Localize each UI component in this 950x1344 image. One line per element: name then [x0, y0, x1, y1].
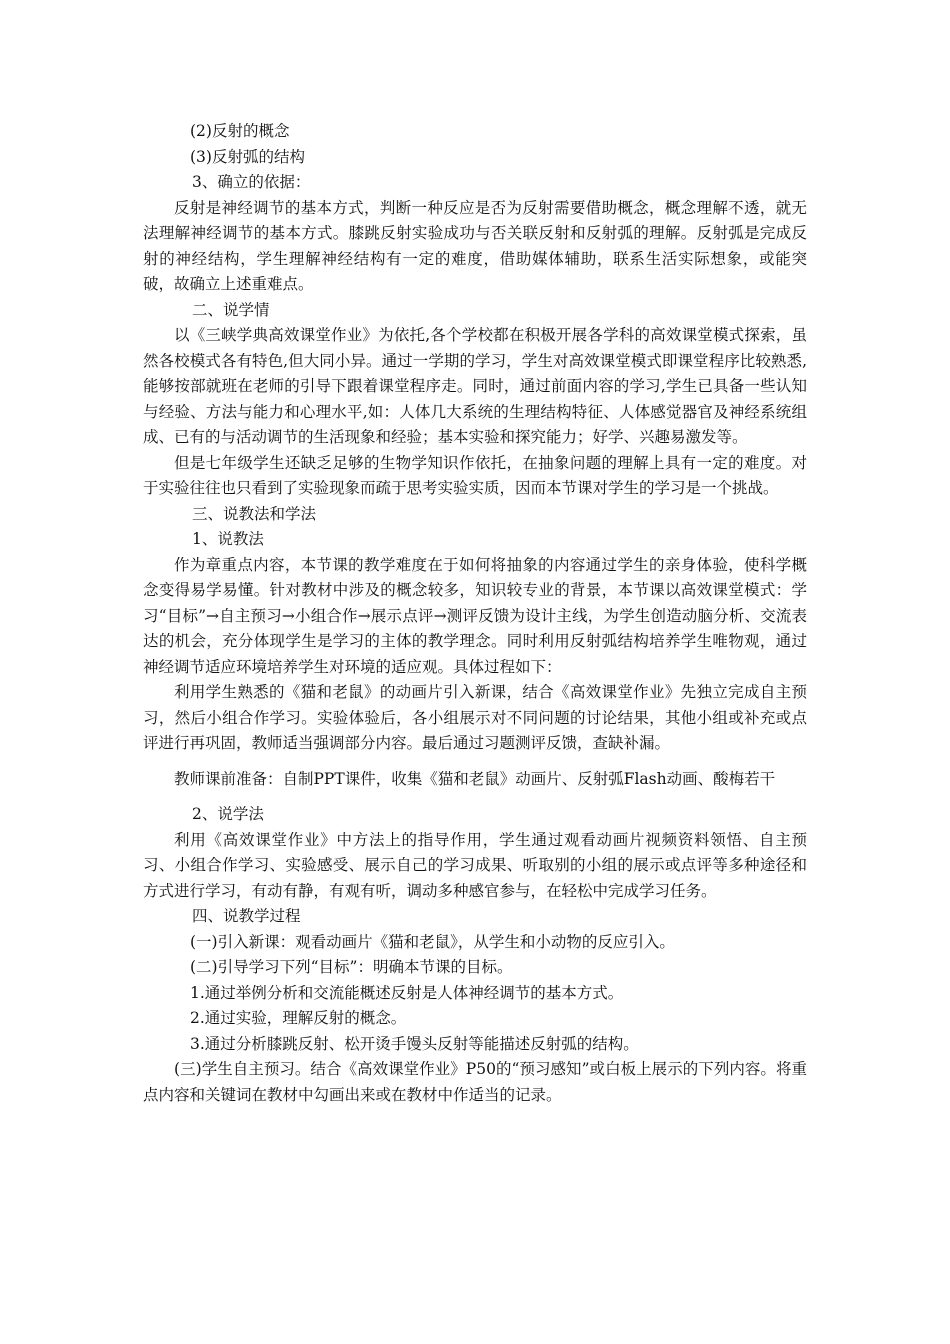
goal-item-2: 2.通过实验，理解反射的概念。	[190, 1009, 407, 1027]
process-step-preview: (三)学生自主预习。结合《高效课堂作业》P50的“预习感知”或白板上展示的下列内容。将重点内容和关键词在教材中勾画出来或在教材中作适当的记录。	[143, 1060, 807, 1104]
section-heading-methods: 三、说教法和学法	[192, 504, 317, 523]
paragraph-teaching-method: 作为章重点内容，本节课的教学难度在于如何将抽象的内容通过学生的亲身体验，使科学概念变得易学易懂。针对教材中涉及的概念较多，知识较专业的背景，本节课以高效课堂模式：学习“目标”→自主预习→小组合作→展示点评→测评反馈为设计主线，为学生创造动脑分析、交流表达的机会，充分体现学生是学习的主体的教学理念。同时利用反射弧结构培养学生唯物观，通过神经调节适应环境培养学生对环境的适应观。具体过程如下：	[143, 555, 807, 676]
goal-item-1: 1.通过举例分析和交流能概述反射是人体神经调节的基本方式。	[190, 983, 624, 1002]
paragraph-students-2: 但是七年级学生还缺乏足够的生物学知识作依托，在抽象问题的理解上具有一定的难度。对于实验往往也只看到了实验现象而疏于思考实验实质，因而本节课对学生的学习是一个挑战。	[143, 453, 807, 497]
subheading-teaching-method: 1、说教法	[192, 530, 264, 548]
process-step-goals: (二)引导学习下列“目标”：明确本节课的目标。	[190, 958, 513, 976]
paragraph-learning-method: 利用《高效课堂作业》中方法上的指导作用，学生通过观看动画片视频资料领悟、自主预习、小组合作学习、实验感受、展示自己的学习成果、听取别的小组的展示或点评等多种途径和方式进行学习，有动有静，有观有听，调动多种感官参与，在轻松中完成学习任务。	[143, 830, 807, 900]
paragraph-teaching-process: 利用学生熟悉的《猫和老鼠》的动画片引入新课，结合《高效课堂作业》先独立完成自主预习，然后小组合作学习。实验体验后，各小组展示对不同问题的讨论结果，其他小组或补充或点评进行再巩固，教师适当强调部分内容。最后通过习题测评反馈，查缺补漏。	[143, 683, 807, 752]
paragraph-basis: 反射是神经调节的基本方式，判断一种反应是否为反射需要借助概念，概念理解不透，就无法理解神经调节的基本方式。膝跳反射实验成功与否关联反射和反射弧的理解。反射弧是完成反射的神经结构，学生理解神经结构有一定的难度，借助媒体辅助，联系生活实际想象，或能突破，故确立上述重难点。	[143, 198, 807, 293]
section-heading-basis: 3、确立的依据：	[192, 173, 311, 191]
document-page	[143, 119, 807, 1108]
subheading-learning-method: 2、说学法	[192, 805, 264, 823]
paragraph-teacher-prep: 教师课前准备：自制PPT课件，收集《猫和老鼠》动画片、反射弧Flash动画、酸梅若干	[174, 769, 776, 788]
list-item-structure: (3)反射弧的结构	[190, 147, 305, 166]
paragraph-students-1: 以《三峡学典高效课堂作业》为依托,各个学校都在积极开展各学科的高效课堂模式探索，虽然各校模式各有特色,但大同小异。通过一学期的学习，学生对高效课堂模式即课堂程序比较熟悉,能够按部就班在老师的引导下跟着课堂程序走。同时，通过前面内容的学习,学生已具备一些认知与经验、方法与能力和心理水平,如：人体几大系统的生理结构特征、人体感觉器官及神经系统组成、已有的与活动调节的生活现象和经验；基本实验和探究能力；好学、兴趣易激发等。	[143, 326, 807, 446]
section-heading-students: 二、说学情	[192, 300, 270, 319]
list-item-concept: (2)反射的概念	[190, 122, 290, 140]
process-step-intro: (一)引入新课：观看动画片《猫和老鼠》，从学生和小动物的反应引入。	[190, 932, 675, 951]
section-heading-process: 四、说教学过程	[192, 907, 301, 925]
goal-item-3: 3.通过分析膝跳反射、松开烫手馒头反射等能描述反射弧的结构。	[190, 1034, 639, 1053]
